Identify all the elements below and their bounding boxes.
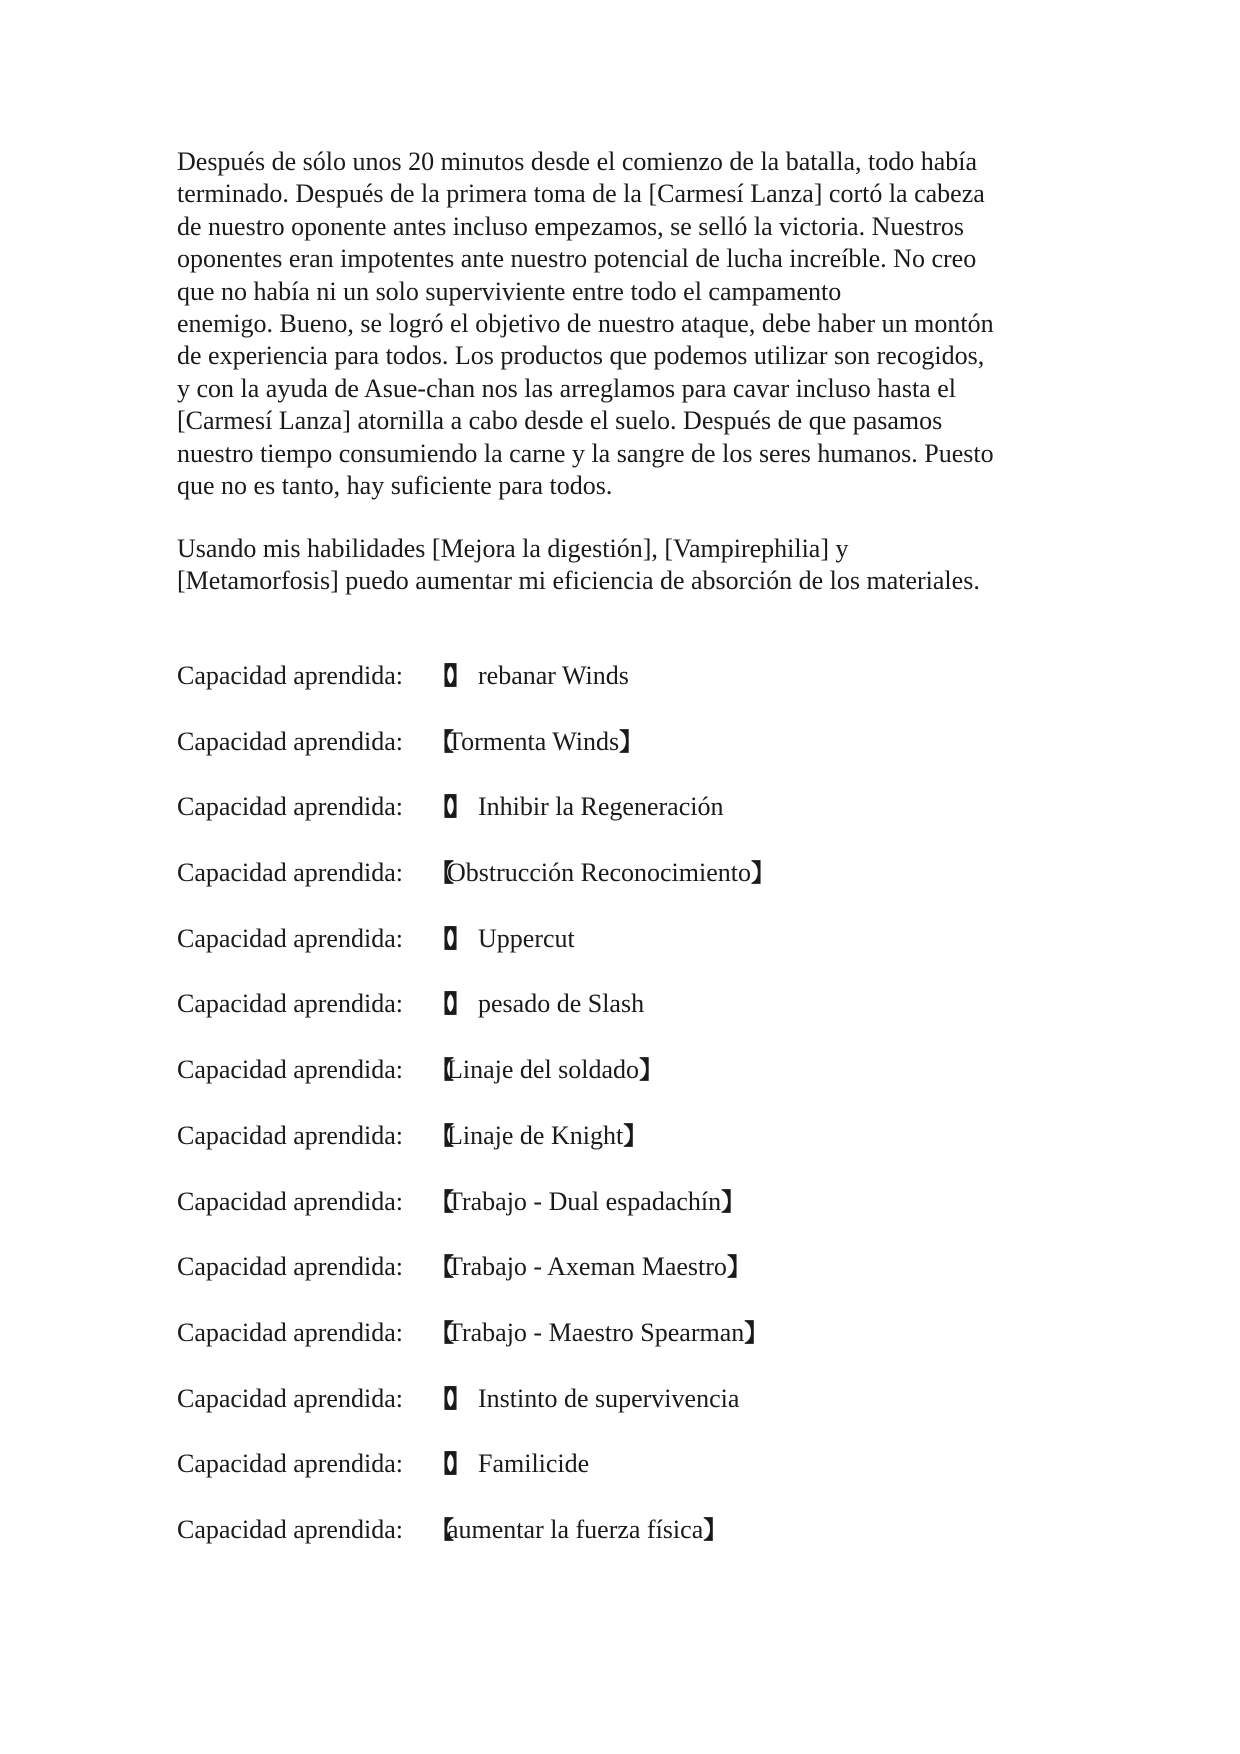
ability-value [430, 660, 629, 692]
ability-label: Capacidad aprendida: [177, 1186, 403, 1216]
ability-label: Capacidad aprendida: [177, 1383, 403, 1413]
ability-value [430, 1186, 746, 1218]
text-line: de experiencia para todos. Los productos que podemos utilizar son recogidos, [177, 341, 985, 371]
open-bracket: 【 [430, 1056, 454, 1085]
ability-row [177, 791, 1077, 857]
ability-name: Instinto de supervivencia [478, 1383, 740, 1413]
close-bracket: 】 [447, 793, 471, 822]
close-bracket: 】 [639, 1056, 664, 1085]
open-bracket: 【 [430, 1384, 454, 1413]
ability-row [177, 1186, 1077, 1252]
ability-row [177, 1251, 1077, 1317]
close-bracket: 】 [447, 924, 471, 953]
ability-name: aumentar la fuerza física [447, 1514, 704, 1544]
open-bracket: 【 [430, 1318, 454, 1347]
open-bracket: 【 [430, 924, 454, 953]
ability-row [177, 1054, 1077, 1120]
ability-name: Linaje de Knight [447, 1120, 624, 1150]
open-bracket: 【 [430, 1121, 454, 1150]
open-bracket: 【 [430, 859, 454, 888]
open-bracket: 【 [430, 662, 454, 690]
open-bracket: 【 [430, 793, 454, 822]
ability-name: Inhibir la Regeneración [478, 792, 724, 822]
text-line: nuestro tiempo consumiendo la carne y la sangre de los seres humanos. Puesto [177, 438, 994, 468]
ability-label: Capacidad aprendida: [177, 989, 403, 1019]
text-line: que no había ni un solo superviviente entre todo el campamento [177, 276, 842, 306]
close-bracket: 】 [750, 859, 775, 888]
ability-row [177, 660, 1077, 726]
ability-label: Capacidad aprendida: [177, 1317, 403, 1347]
ability-name: Tormenta Winds [447, 726, 620, 756]
ability-row [177, 1383, 1077, 1449]
ability-row [177, 1514, 1077, 1580]
ability-value [430, 1383, 739, 1415]
ability-value [430, 923, 575, 955]
ability-row [177, 1448, 1077, 1514]
ability-value [430, 1317, 769, 1349]
empty-bracket-pair [430, 1383, 471, 1415]
ability-label: Capacidad aprendida: [177, 1449, 403, 1479]
ability-label: Capacidad aprendida: [177, 858, 403, 888]
ability-label: Capacidad aprendida: [177, 1514, 403, 1544]
ability-row [177, 923, 1077, 989]
text-line: oponentes eran impotentes ante nuestro potencial de lucha increíble. No creo [177, 244, 977, 274]
ability-label: Capacidad aprendida: [177, 1055, 403, 1085]
close-bracket: 】 [721, 1187, 746, 1216]
ability-name: Linaje del soldado [447, 1055, 640, 1085]
text-line: terminado. Después de la primera toma de la [Carmesí Lanza] cortó la cabeza [177, 179, 985, 209]
ability-row [177, 1120, 1077, 1186]
ability-value [430, 988, 644, 1020]
text-line: [Metamorfosis] puedo aumentar mi eficiencia de absorción de los materiales. [177, 566, 980, 596]
close-bracket: 】 [744, 1318, 769, 1347]
empty-bracket-pair [430, 923, 471, 955]
empty-bracket-pair [430, 660, 471, 692]
text-line: [Carmesí Lanza] atornilla a cabo desde el suelo. Después de que pasamos [177, 406, 943, 436]
open-bracket: 【 [430, 1515, 454, 1544]
close-bracket: 】 [447, 1450, 471, 1479]
text-line: Usando mis habilidades [Mejora la digestión], [Vampirephilia] y [177, 534, 849, 563]
close-bracket: 】 [726, 1253, 751, 1282]
ability-name: Trabajo - Maestro Spearman [447, 1317, 745, 1347]
ability-name: Obstrucción Reconocimiento [447, 858, 751, 888]
ability-label: Capacidad aprendida: [177, 726, 403, 756]
learned-abilities-list [177, 660, 1077, 1580]
close-bracket: 】 [623, 1121, 648, 1150]
narrative-paragraph-2 [177, 533, 1077, 598]
ability-value [430, 1054, 664, 1086]
ability-label: Capacidad aprendida: [177, 792, 403, 822]
text-line: Después de sólo unos 20 minutos desde el comienzo de la batalla, todo había [177, 147, 978, 176]
ability-row [177, 726, 1077, 792]
close-bracket: 】 [703, 1515, 728, 1544]
ability-name: Trabajo - Dual espadachín [447, 1186, 722, 1216]
ability-value [430, 857, 775, 889]
ability-value [430, 1448, 589, 1480]
ability-name: rebanar Winds [478, 661, 629, 690]
ability-label: Capacidad aprendida: [177, 661, 403, 690]
text-line: y con la ayuda de Asue-chan nos las arreglamos para cavar incluso hasta el [177, 373, 956, 403]
ability-name: Familicide [478, 1449, 590, 1479]
text-line: enemigo. Bueno, se logró el objetivo de nuestro ataque, debe haber un montón [177, 308, 994, 338]
text-line: que no es tanto, hay suficiente para todos. [177, 470, 613, 500]
ability-row [177, 988, 1077, 1054]
empty-bracket-pair [430, 1448, 471, 1480]
empty-bracket-pair [430, 988, 471, 1020]
ability-value [430, 1514, 728, 1546]
ability-label: Capacidad aprendida: [177, 923, 403, 953]
text-line: de nuestro oponente antes incluso empezamos, se selló la victoria. Nuestros [177, 211, 965, 241]
close-bracket: 】 [619, 727, 644, 756]
ability-value [430, 726, 644, 758]
ability-value [430, 1251, 751, 1283]
open-bracket: 【 [430, 1253, 454, 1282]
ability-name: pesado de Slash [478, 989, 645, 1019]
ability-label: Capacidad aprendida: [177, 1252, 403, 1282]
empty-bracket-pair [430, 791, 471, 823]
ability-name: Uppercut [478, 923, 575, 953]
ability-row [177, 1317, 1077, 1383]
ability-row [177, 857, 1077, 923]
open-bracket: 【 [430, 990, 454, 1019]
ability-value [430, 791, 723, 823]
open-bracket: 【 [430, 1187, 454, 1216]
open-bracket: 【 [430, 727, 454, 756]
ability-label: Capacidad aprendida: [177, 1120, 403, 1150]
ability-value [430, 1120, 648, 1152]
close-bracket: 】 [447, 1384, 471, 1413]
close-bracket: 】 [447, 990, 471, 1019]
open-bracket: 【 [430, 1450, 454, 1479]
close-bracket: 】 [447, 662, 471, 690]
ability-name: Trabajo - Axeman Maestro [447, 1252, 727, 1282]
narrative-paragraph-1 [177, 146, 1077, 502]
